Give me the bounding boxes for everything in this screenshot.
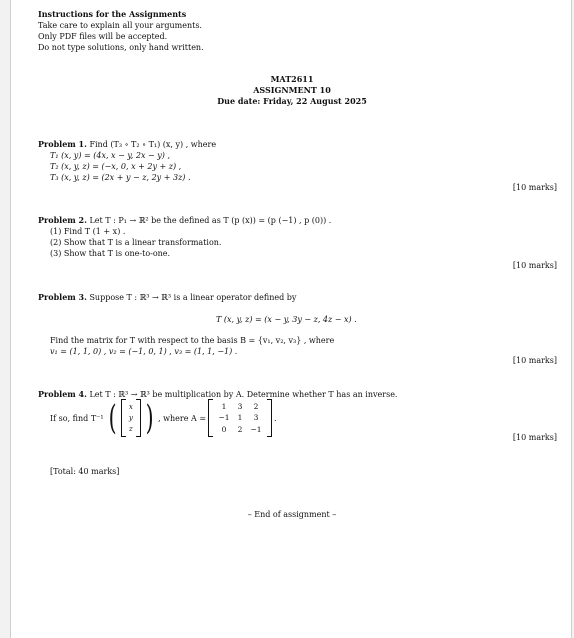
problem-2-line: (1) Find T (1 + x) . <box>50 227 126 236</box>
problem-4-if-so: If so, find T⁻¹ <box>50 413 104 423</box>
matrix-entry: 3 <box>237 401 243 411</box>
problem-3-label: Problem 3. <box>38 292 87 302</box>
end-of-assignment: – End of assignment – <box>247 510 337 519</box>
problem-2-label: Problem 2. <box>38 215 87 225</box>
matrix-entry: 0 <box>221 424 227 434</box>
period: . <box>274 413 277 423</box>
problem-3-equation: T (x, y, z) = (x − y, 3y − z, 4z − x) . <box>216 315 357 324</box>
vector-entry: x <box>128 402 133 411</box>
bracket-right <box>267 399 272 437</box>
problem-1-text: Find (T₃ ∘ T₂ ∘ T₁) (x, y) , where <box>89 140 217 149</box>
left-paren: ( <box>108 398 117 438</box>
matrix-entry: 1 <box>237 413 243 423</box>
problem-1-line: T₁ (x, y) = (4x, x − y, 2x − y) , <box>50 151 171 160</box>
vector-xyz <box>121 399 141 437</box>
bracket-left <box>208 399 213 437</box>
bracket-right <box>136 399 141 437</box>
problem-3-marks: [10 marks] <box>512 356 557 365</box>
matrix-entry: 3 <box>253 413 259 423</box>
problem-4-text: Let T : ℝ³ → ℝ³ be multiplication by A. Determine whether T has an inverse. <box>89 390 398 399</box>
instructions-title: Instructions for the Assignments <box>38 9 187 19</box>
bracket-left <box>121 399 126 437</box>
problem-2-text: Let T : P₁ → ℝ² be the defined as T (p (x)) = (p (−1) , p (0)) . <box>89 216 332 225</box>
instruction-line: Only PDF files will be accepted. <box>38 32 168 41</box>
problem-4-label: Problem 4. <box>38 389 87 399</box>
assignment-title: ASSIGNMENT 10 <box>253 85 331 95</box>
problem-1-statement <box>38 139 216 150</box>
problem-2-marks: [10 marks] <box>512 261 557 270</box>
problem-1-line: T₃ (x, y, z) = (2x + y − z, 2y + 3z) . <box>50 173 191 182</box>
problem-2-statement <box>38 215 331 226</box>
problem-4-marks: [10 marks] <box>512 433 557 442</box>
problem-3-statement <box>38 292 296 303</box>
problem-4-where: , where A = <box>158 413 207 423</box>
total-marks: [Total: 40 marks] <box>50 467 120 476</box>
vector-entry: y <box>128 413 133 422</box>
problem-1-marks: [10 marks] <box>512 183 557 192</box>
problem-3-line: v₁ = (1, 1, 0) , v₂ = (−1, 0, 1) , v₃ = (1, 1, −1) . <box>50 347 238 356</box>
instruction-line: Take care to explain all your arguments. <box>38 21 202 30</box>
matrix-entry: −1 <box>250 424 262 434</box>
matrix-a <box>208 399 272 437</box>
problem-3-line: Find the matrix for T with respect to the basis B = {v₁, v₂, v₃} , where <box>50 336 335 345</box>
course-code: MAT2611 <box>270 74 314 84</box>
problem-1-label: Problem 1. <box>38 139 87 149</box>
assignment-page <box>10 0 572 638</box>
problem-1-line: T₂ (x, y, z) = (−x, 0, x + 2y + z) , <box>50 162 182 171</box>
matrix-entry: 2 <box>253 401 259 411</box>
problem-2-line: (3) Show that T is one-to-one. <box>50 249 171 258</box>
instruction-line: Do not type solutions, only hand written. <box>38 43 204 52</box>
vector-entry: z <box>128 424 133 433</box>
problem-3-text: Suppose T : ℝ³ → ℝ³ is a linear operator defined by <box>89 293 297 302</box>
problem-4-inverse-line <box>50 398 277 438</box>
matrix-entry: 2 <box>237 424 243 434</box>
problem-2-line: (2) Show that T is a linear transformation. <box>50 238 222 247</box>
right-paren: ) <box>145 398 154 438</box>
matrix-entry: 1 <box>221 401 227 411</box>
matrix-entry: −1 <box>218 413 230 423</box>
due-date: Due date: Friday, 22 August 2025 <box>217 96 367 106</box>
